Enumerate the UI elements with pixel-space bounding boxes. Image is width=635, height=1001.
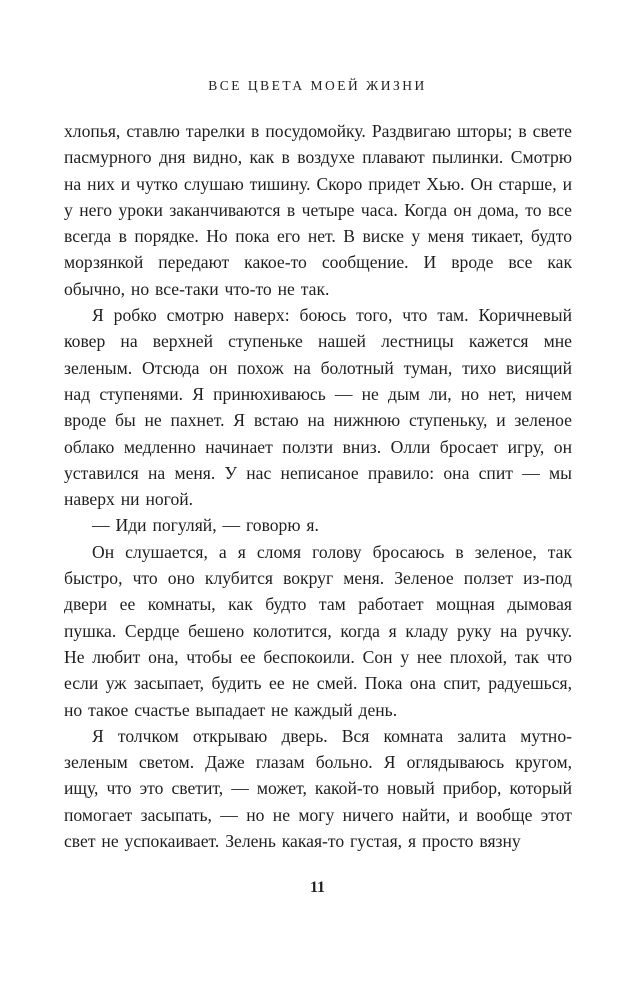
paragraph-dialogue: — Иди погуляй, — говорю я. xyxy=(92,515,319,536)
paragraph: Я толчком открываю дверь. Вся комната залита мутно-зеленым светом. Даже глазам больно. Я оглядываюсь кругом, ищу, что это светит, — может, какой-то новый прибор, который помогает засыпать, — но не могу ничего найти, и вообще этот свет не успокаивает. Зелень какая-то густая, я просто вязну xyxy=(64,725,572,852)
running-head: ВСЕ ЦВЕТА МОЕЙ ЖИЗНИ xyxy=(208,78,427,93)
paragraph: хлопья, ставлю тарелки в посудомойку. Раздвигаю шторы; в свете пасмурного дня видно, как в воздухе плавают пылинки. Смотрю на них и чутко слушаю тишину. Скоро придет Хью. Он старше, и у него уроки заканчиваются в четыре часа. Когда он дома, то все всегда в порядке. Но пока его нет. В виске у меня тикает, будто морзянкой передают какое-то сообщение. И вроде все как обычно, но все-таки что-то не так. xyxy=(64,121,572,299)
paragraph: Я робко смотрю наверх: боюсь того, что там. Коричневый ковер на верхней ступеньке нашей лестницы кажется мне зеленым. Отсюда он похож на болотный туман, тихо висящий над ступенями. Я принюхиваюсь — не дым ли, но нет, ничем вроде бы не пахнет. Я встаю на нижнюю ступеньку, и зеленое облако медленно начинает ползти вниз. Олли бросает игру, он уставился на меня. У нас неписаное правило: она спит — мы наверх ни ногой. xyxy=(64,305,572,510)
page-number: 11 xyxy=(309,879,326,896)
paragraph: Он слушается, а я сломя голову бросаюсь в зеленое, так быстро, что оно клубится вокруг меня. Зеленое ползет из-под двери ее комнаты, как будто там работает мощная дымовая пушка. Сердце бешено колотится, когда я кладу руку на ручку. Не любит она, чтобы ее беспокоили. Сон у нее плохой, так что если уж засыпает, будить ее не смей. Пока она спит, радуешься, но такое счастье выпадает не каждый день. xyxy=(64,541,572,720)
body-text xyxy=(64,118,572,854)
